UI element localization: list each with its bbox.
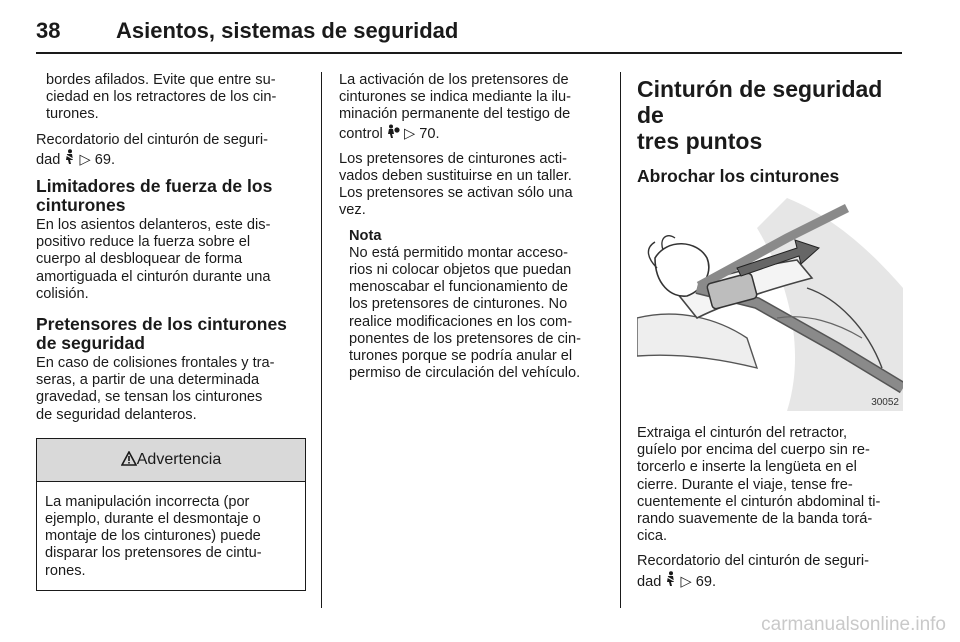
seatbelt-reminder-paragraph-2: Recordatorio del cinturón de seguri- dad ▷ 69. [637,553,870,590]
activation-paragraph: La activación de los pretensores de cinturones se indica mediante la ilu- minación permanente del testigo de control ▷ 70. [339,72,572,142]
column-divider-2 [620,72,621,608]
column-divider-1 [321,72,322,608]
page-reference[interactable]: 69. [695,573,717,590]
column-3 [637,76,903,599]
instructions-paragraph: Extraiga el cinturón del retractor, guíelo por encima del cuerpo sin re- torcerlo e inserte la lengüeta en el cierre. Durante el viaje, tense fre- cuentemente el cinturón abdominal ti- rando suavemente de la banda torá- cica. [637,425,881,545]
header-rule [36,52,902,54]
airbag-warning-icon [387,124,400,138]
column-1 [36,72,306,591]
page-reference[interactable]: 70. [419,125,440,142]
watermark: carmanualsonline.info [761,614,946,635]
heading-limitadores: Limitadores de fuerza de los cinturones [36,176,273,216]
reference-arrow-icon: ▷ [403,125,416,142]
subsection-heading: Abrochar los cinturones [637,166,840,186]
heading-pretensores: Pretensores de los cinturones de seguridad [36,314,287,354]
seatbelt-reminder-paragraph: Recordatorio del cinturón de seguri- dad ▷ 69. [36,131,269,168]
reference-arrow-icon: ▷ [680,573,692,590]
note-block: Nota No está permitido montar acceso- rios ni colocar objetos que puedan menoscabar el funcionamiento de los pretensores de cinturones. No realice modificaciones en los com- ponentes de los pretensores de cin- turones porque se podría anular el permiso de circulación del vehículo. [349,227,582,382]
warning-header [37,439,305,482]
page-reference[interactable]: 69. [94,151,116,168]
seatbelt-fastening-illustration [637,198,903,411]
pretensores-paragraph: En caso de colisiones frontales y tra- seras, a partir de una determinada gravedad, se tensan los cinturones de seguridad delanteros. [36,355,275,423]
replacement-paragraph: Los pretensores de cinturones acti- vados deben sustituirse en un taller. Los pretensores se activan sólo una vez. [339,150,573,219]
note-label: Nota [349,227,382,244]
reference-arrow-icon: ▷ [79,151,91,168]
warning-box [36,438,306,591]
warning-text: La manipulación incorrecta (por ejemplo, durante el desmontaje o montaje de los cinturones) puede disparar los pretensores de cintu- rones. [45,493,262,579]
seatbelt-icon [64,149,75,164]
page-header [36,18,902,56]
warning-triangle-icon [121,451,137,466]
warning-title: Advertencia [136,450,222,468]
page-title: Asientos, sistemas de seguridad [116,18,459,43]
continued-paragraph: bordes afilados. Evite que entre su- ciedad en los retractores de los cin- turones. [46,72,277,123]
limitadores-paragraph: En los asientos delanteros, este dis- positivo reduce la fuerza sobre el cuerpo al desbloquear de forma amortiguada el cinturón durante una colisión. [36,217,271,302]
seatbelt-icon [665,571,676,586]
section-heading: Cinturón de seguridad de tres puntos [637,76,883,154]
image-code: 30052 [871,397,899,408]
page-number: 38 [36,18,61,43]
column-2 [339,72,607,390]
